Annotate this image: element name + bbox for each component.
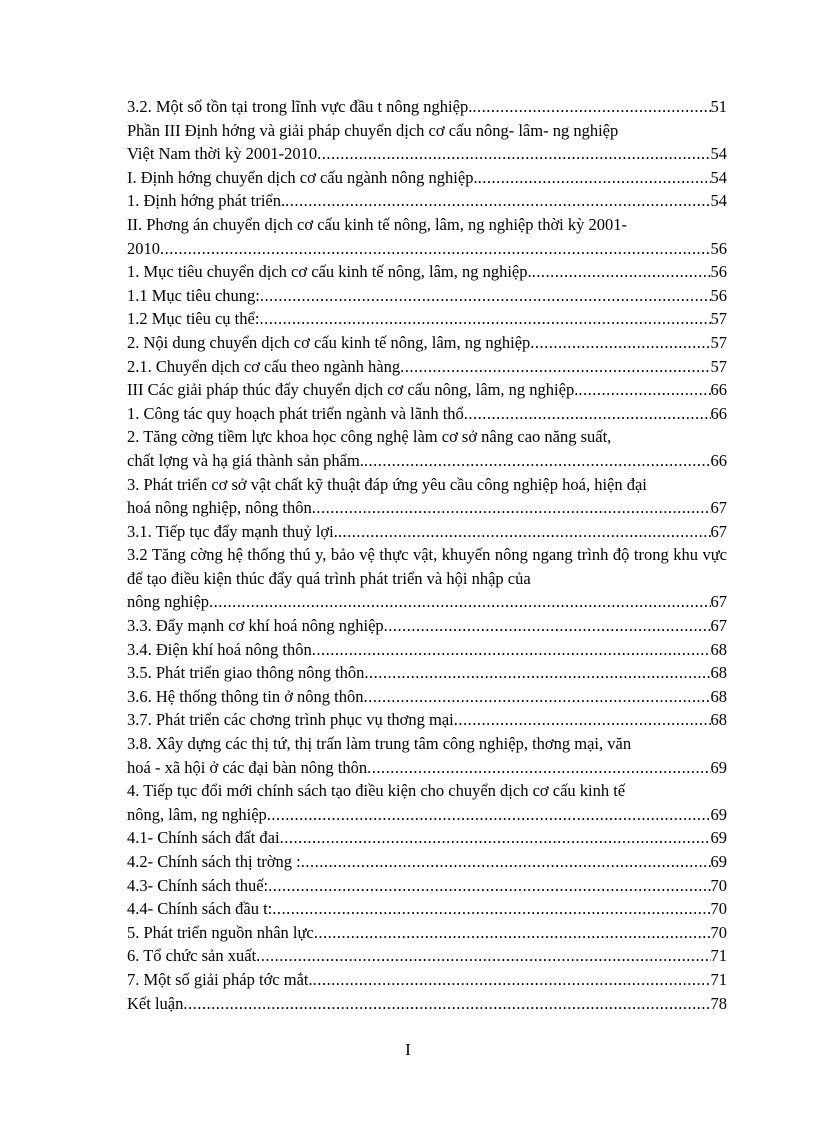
toc-page-number: 68: [710, 686, 727, 706]
toc-entry[interactable]: [127, 543, 727, 614]
toc-entry-title: 1. Công tác quy hoạch phát triển ngành và lãnh thổ: [127, 403, 464, 423]
page-number: I: [405, 1040, 411, 1059]
dot-leader: [364, 661, 710, 685]
toc-page-number: 56: [710, 285, 727, 305]
dot-leader: [364, 449, 711, 473]
toc-page-number: 56: [710, 238, 727, 258]
dot-leader: [314, 921, 711, 945]
dot-leader: [312, 496, 711, 520]
toc-entry-text: 3.2 Tăng cờng hệ thống thú y, bảo vệ thực vật, khuyến nông ngang trình độ trong khu vực để tạo điều kiện thúc đẩy quá trình phát triển và hội nhập của: [127, 545, 727, 588]
toc-entry[interactable]: [127, 95, 727, 119]
toc-page-number: 69: [710, 804, 727, 824]
toc-entry-text: Phần III Định hớng và giải pháp chuyển dịch cơ cấu nông- lâm- ng nghiệp: [127, 120, 619, 140]
toc-entry-title: 3.2. Một số tồn tại trong lĩnh vực đầu t nông nghiệp.: [127, 97, 473, 116]
dot-leader: [313, 968, 711, 992]
toc-entry-text: 4. Tiếp tục đổi mới chính sách tạo điều kiện cho chuyển dịch cơ cấu kinh tế: [127, 781, 626, 801]
toc-entry-title: 3.5. Phát triển giao thông nông thôn: [127, 663, 365, 683]
dot-leader: [259, 307, 710, 331]
toc-entry[interactable]: [127, 708, 727, 732]
toc-page-number: 67: [710, 616, 727, 636]
toc-entry[interactable]: [127, 685, 727, 709]
toc-entry-title: 3.7. Phát triển các chơng trình phục vụ thơng mại: [127, 710, 454, 730]
dot-leader: [312, 638, 711, 662]
toc-page-number: 54: [710, 144, 727, 164]
toc-page-number: 68: [710, 663, 727, 683]
toc-entry-title: 5. Phát triển nguồn nhân lực: [127, 922, 314, 942]
toc-entry[interactable]: [127, 732, 727, 779]
toc-entry[interactable]: [127, 520, 727, 544]
toc-entry-text: 3.8. Xây dựng các thị tứ, thị trấn làm trung tâm công nghiệp, thơng mại, văn: [127, 734, 632, 754]
toc-entry[interactable]: [127, 968, 727, 992]
table-of-contents: [127, 95, 727, 1015]
toc-entry[interactable]: [127, 874, 727, 898]
toc-entry[interactable]: [127, 850, 727, 874]
toc-entry[interactable]: [127, 921, 727, 945]
toc-entry[interactable]: [127, 378, 727, 402]
dot-leader: [384, 614, 711, 638]
toc-entry[interactable]: [127, 166, 727, 190]
toc-page-number: 57: [710, 332, 727, 352]
toc-page-number: 70: [710, 875, 727, 895]
toc-page-number: 67: [710, 521, 727, 541]
dot-leader: [367, 756, 710, 780]
toc-entry-title: 4.3- Chính sách thuế:: [127, 875, 269, 895]
toc-entry[interactable]: [127, 260, 727, 284]
dot-leader: [256, 944, 710, 968]
toc-page-number: 56: [710, 262, 727, 282]
dot-leader: [280, 826, 711, 850]
toc-entry[interactable]: [127, 614, 727, 638]
toc-entry[interactable]: [127, 826, 727, 850]
toc-entry[interactable]: [127, 307, 727, 331]
toc-entry-title: 3.1. Tiếp tục đẩy mạnh thuỷ lợi.: [127, 521, 338, 541]
toc-page-number: 68: [710, 639, 727, 659]
toc-entry[interactable]: [127, 284, 727, 308]
toc-entry[interactable]: [127, 661, 727, 685]
toc-entry-title: 3.3. Đẩy mạnh cơ khí hoá nông nghiệp: [127, 616, 384, 636]
toc-page-number: 57: [710, 356, 727, 376]
toc-page-number: 66: [710, 450, 727, 470]
toc-entry-title: Việt Nam thời kỳ 2001-2010: [127, 144, 318, 164]
toc-page-number: 67: [710, 498, 727, 518]
dot-leader: [454, 708, 711, 732]
toc-page-number: 69: [710, 852, 727, 871]
toc-entry-title: nông, lâm, ng nghiệp: [127, 804, 267, 824]
toc-page-number: 67: [710, 592, 727, 612]
toc-entry[interactable]: [127, 779, 727, 826]
toc-entry-title: 4.1- Chính sách đất đai: [127, 828, 280, 848]
toc-entry-title: 3.6. Hệ thống thông tin ở nông thôn: [127, 686, 364, 706]
toc-entry-title: 7. Một số giải pháp tớc mắt.: [127, 969, 313, 989]
toc-entry-text: 3. Phát triển cơ sở vật chất kỹ thuật đáp ứng yêu cầu công nghiệp hoá, hiện đại: [127, 474, 647, 494]
toc-entry[interactable]: [127, 331, 727, 355]
toc-page-number: 71: [710, 946, 727, 966]
toc-entry-title: 3.4. Điện khí hoá nông thôn: [127, 639, 312, 659]
dot-leader: [267, 803, 711, 827]
dot-leader: [160, 237, 711, 261]
toc-entry-title: 2. Nội dung chuyển dịch cơ cấu kinh tế nông, lâm, ng nghiệp: [127, 332, 531, 352]
toc-entry-title: I. Định hớng chuyển dịch cơ cấu ngành nông nghiệp.: [127, 167, 478, 187]
toc-entry-title: 1. Định hớng phát triển.: [127, 191, 286, 211]
dot-leader: [578, 378, 710, 402]
toc-entry-title: 4.2- Chính sách thị trờng :: [127, 852, 301, 871]
dot-leader: [317, 142, 710, 166]
toc-entry-title: 2010: [127, 238, 160, 258]
toc-page-number: 78: [710, 993, 727, 1013]
toc-entry[interactable]: [127, 119, 727, 166]
dot-leader: [530, 331, 710, 355]
toc-entry-text: II. Phơng án chuyển dịch cơ cấu kinh tế nông, lâm, ng nghiệp thời kỳ 2001-: [127, 214, 627, 234]
dot-leader: [364, 685, 711, 709]
toc-entry-title: 1.2 Mục tiêu cụ thể:: [127, 309, 260, 329]
toc-page-number: 68: [710, 710, 727, 730]
toc-entry[interactable]: [127, 425, 727, 472]
toc-entry[interactable]: [127, 213, 727, 260]
dot-leader: [472, 95, 710, 119]
dot-leader: [478, 166, 711, 190]
dot-leader: [260, 284, 711, 308]
dot-leader: [268, 874, 710, 898]
dot-leader: [209, 590, 710, 614]
toc-entry[interactable]: [127, 638, 727, 662]
toc-entry[interactable]: [127, 355, 727, 379]
toc-entry-title: III Các giải pháp thúc đẩy chuyển dịch cơ cấu nông, lâm, ng nghiệp.: [127, 380, 579, 400]
dot-leader: [338, 520, 711, 544]
toc-entry[interactable]: [127, 992, 727, 1016]
toc-entry-title: hoá nông nghiệp, nông thôn: [127, 498, 312, 518]
toc-page-number: 66: [710, 380, 727, 400]
toc-entry[interactable]: [127, 944, 727, 968]
toc-entry-title: Kết luận: [127, 993, 184, 1013]
dot-leader: [183, 992, 710, 1016]
toc-page-number: 54: [710, 167, 727, 187]
toc-page-number: 66: [710, 403, 727, 423]
dot-leader: [272, 897, 710, 921]
toc-page-number: 69: [710, 828, 727, 848]
toc-page-number: 70: [710, 899, 727, 919]
toc-page-number: 57: [710, 309, 727, 329]
toc-entry[interactable]: [127, 402, 727, 426]
dot-leader: [301, 850, 711, 874]
toc-entry-title: hoá - xã hội ở các đại bàn nông thôn: [127, 757, 368, 777]
toc-entry-text: 2. Tăng cờng tiềm lực khoa học công nghệ làm cơ sở nâng cao năng suất,: [127, 427, 612, 447]
toc-entry[interactable]: [127, 473, 727, 520]
toc-entry-title: 2.1. Chuyển dịch cơ cấu theo ngành hàng: [127, 356, 401, 376]
dot-leader: [400, 355, 710, 379]
toc-entry[interactable]: [127, 897, 727, 921]
toc-page-number: 54: [710, 191, 727, 211]
toc-entry-title: 6. Tổ chức sản xuất: [127, 946, 257, 966]
toc-entry[interactable]: [127, 189, 727, 213]
dot-leader: [532, 260, 711, 284]
toc-entry-title: 1.1 Mục tiêu chung:: [127, 285, 260, 305]
toc-page-number: 70: [710, 922, 727, 942]
toc-entry-title: 1. Mục tiêu chuyển dịch cơ cấu kinh tế nông, lâm, ng nghiệp.: [127, 262, 532, 282]
dot-leader: [464, 402, 711, 426]
toc-page-number: 71: [710, 969, 727, 989]
dot-leader: [285, 189, 710, 213]
toc-entry-title: chất lợng và hạ giá thành sản phẩm.: [127, 450, 364, 470]
toc-entry-title: nông nghiệp: [127, 592, 210, 612]
toc-entry-title: 4.4- Chính sách đầu t:: [127, 899, 273, 919]
toc-page-number: 51: [710, 97, 727, 116]
toc-page-number: 69: [710, 757, 727, 777]
